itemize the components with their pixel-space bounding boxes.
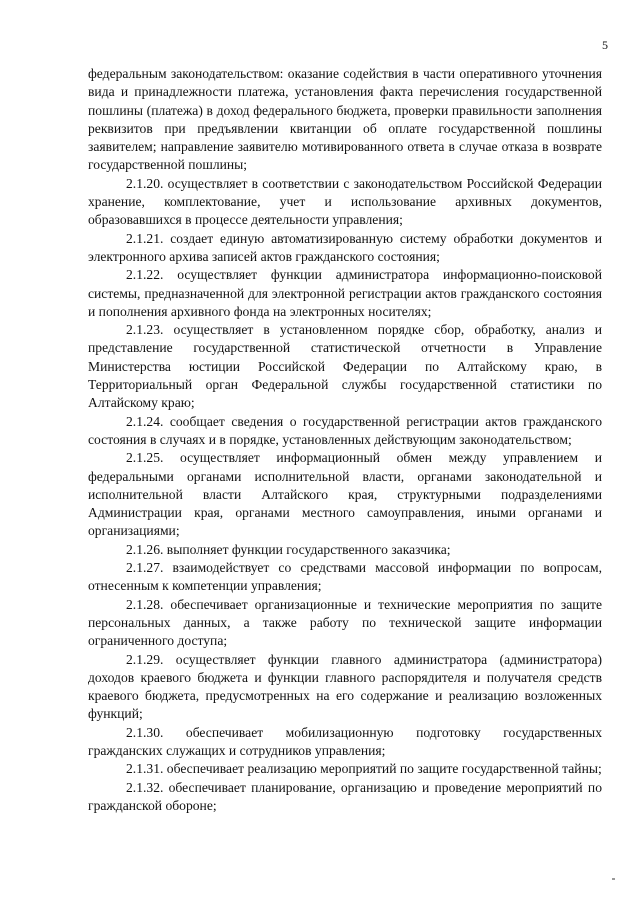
paragraph: 2.1.26. выполняет функции государственного заказчика; (126, 541, 451, 557)
paragraph: 2.1.28. обеспечивает организационные и технические мероприятия по защите персональных данных, а также работу по технической защите информации ограниченного доступа; (88, 596, 602, 649)
paragraph: 2.1.23. осуществляет в установленном порядке сбор, обработку, анализ и представление государственной статистической отчетности в Управление Министерства юстиции Российской Федерации по Алтайскому краю, в Территориальный орган Федеральной службы государственной статистики по Алтайскому краю; (88, 322, 602, 411)
paragraph: 2.1.21. создает единую автоматизированную систему обработки документов и электронного архива записей актов гражданского состояния; (88, 230, 602, 264)
paragraph: 2.1.24. сообщает сведения о государственной регистрации актов гражданского состояния в случаях и в порядке, установленных действующим законодательством; (88, 413, 602, 447)
paragraph: 2.1.25. осуществляет информационный обмен между управлением и федеральными органами исполнительной власти, органами законодательной и исполнительной власти Алтайского края, структурными подразделениями Администрации края, органами местного самоуправления, иными органами и организациями; (88, 450, 602, 539)
paragraph: федеральным законодательством: оказание содействия в части оперативного уточнения вида и принадлежности платежа, установления факта перечисления государственной пошлины (платежа) в доход федерального бюджета, проверки правильности заполнения реквизитов при предъявлении квитанции об оплате государственной пошлины заявителем; направление заявителю мотивированного ответа в случае отказа в возврате государственной пошлины; (88, 66, 602, 173)
paragraph: 2.1.32. обеспечивает планирование, организацию и проведение мероприятий по гражданской обороне; (88, 779, 602, 813)
document-body (88, 65, 602, 815)
paragraph: 2.1.27. взаимодействует со средствами массовой информации по вопросам, отнесенным к компетенции управления; (88, 560, 602, 594)
page-number: 5 (602, 38, 608, 52)
scan-mark (612, 878, 615, 880)
paragraph: 2.1.22. осуществляет функции администратора информационно-поисковой системы, предназначенной для электронной регистрации актов гражданского состояния и пополнения архивного фонда на электронных носителях; (88, 267, 602, 319)
paragraph: 2.1.20. осуществляет в соответствии с законодательством Российской Федерации хранение, комплектование, учет и использование архивных документов, образовавшихся в процессе деятельности управления; (88, 175, 602, 228)
paragraph: 2.1.30. обеспечивает мобилизационную подготовку государственных гражданских служащих и сотрудников управления; (88, 724, 602, 758)
paragraph: 2.1.29. осуществляет функции главного администратора (администратора) доходов краевого бюджета и функции главного распорядителя и получателя средств краевого бюджета, предусмотренных на его содержание и реализацию возложенных функций; (88, 651, 602, 722)
paragraph: 2.1.31. обеспечивает реализацию мероприятий по защите государственной тайны; (126, 761, 602, 777)
